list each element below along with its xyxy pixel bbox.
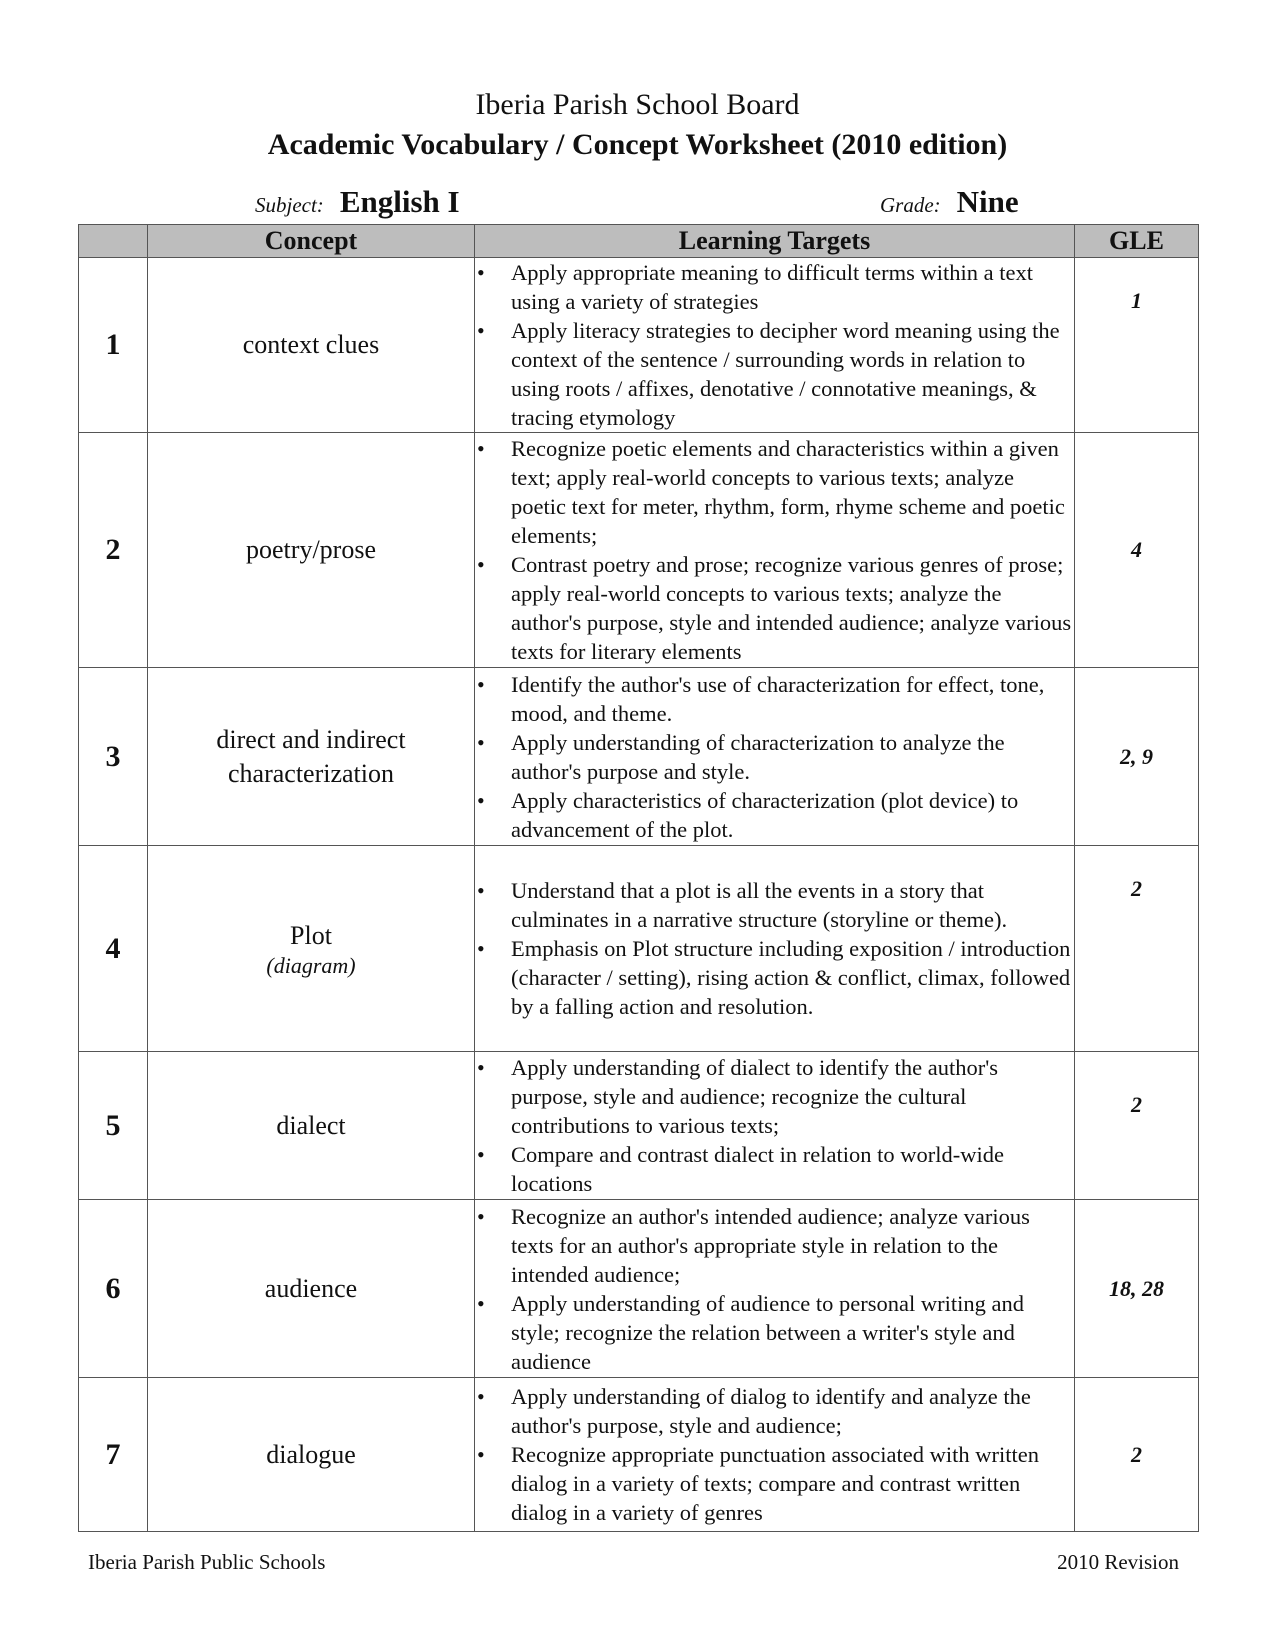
concept-cell [148, 846, 475, 1052]
learning-targets-cell [475, 1378, 1075, 1532]
learning-targets-list [475, 258, 1074, 432]
table-row [79, 1052, 1199, 1200]
learning-target-item: • Apply characteristics of characterization (plot device) to advancement of the plot. [475, 786, 1074, 844]
learning-targets-cell [475, 1052, 1075, 1200]
grade-field [880, 184, 1019, 220]
learning-targets-list [475, 1382, 1074, 1527]
concept-text: direct and indirect characterization [216, 724, 406, 788]
gle-cell: 2 [1075, 1378, 1199, 1532]
concept-text: poetry/prose [246, 535, 376, 564]
table-row [79, 1200, 1199, 1378]
learning-target-item: • Contrast poetry and prose; recognize various genres of prose; apply real-world concepts to various texts; analyze the author's purpose, style and intended audience; analyze various texts for literary elements [475, 550, 1074, 666]
gle-cell: 2 [1075, 846, 1199, 1052]
learning-targets-list [475, 1202, 1074, 1376]
header-concept: Concept [148, 225, 475, 258]
learning-target-item: • Emphasis on Plot structure including exposition / introduction (character / setting), rising action & conflict, climax, followed by a falling action and resolution. [475, 934, 1074, 1021]
header-gle: GLE [1075, 225, 1199, 258]
learning-target-item: • Recognize appropriate punctuation associated with written dialog in a variety of texts; compare and contrast written dialog in a variety of genres [475, 1440, 1074, 1527]
table-row [79, 846, 1199, 1052]
footer-left: Iberia Parish Public Schools [88, 1550, 326, 1574]
learning-target-item: • Apply understanding of characterization to analyze the author's purpose and style. [475, 728, 1074, 786]
grade-label: Grade: [880, 193, 941, 217]
gle-cell: 2 [1075, 1052, 1199, 1200]
row-number: 4 [79, 846, 148, 1052]
concept-table [78, 224, 1199, 1532]
concept-cell [148, 433, 475, 668]
subject-value: English I [339, 184, 460, 219]
learning-targets-cell [475, 1200, 1075, 1378]
learning-targets-list [475, 670, 1074, 844]
learning-targets-list [475, 1053, 1074, 1198]
concept-text: audience [264, 1273, 358, 1303]
concept-cell [148, 1378, 475, 1532]
concept-note: (diagram) [266, 952, 356, 978]
header-learning-targets: Learning Targets [475, 225, 1075, 258]
row-number: 1 [79, 258, 148, 433]
learning-targets-cell [475, 668, 1075, 846]
learning-target-item: • Recognize poetic elements and characteristics within a given text; apply real-world concepts to various texts; analyze poetic text for meter, rhythm, form, rhyme scheme and poetic elements; [475, 434, 1074, 550]
learning-target-item: • Apply understanding of dialect to identify the author's purpose, style and audience; recognize the cultural contributions to various texts; [475, 1053, 1074, 1140]
row-number: 7 [79, 1378, 148, 1532]
gle-cell: 18, 28 [1075, 1200, 1199, 1378]
grade-value: Nine [956, 184, 1019, 219]
concept-cell [148, 1052, 475, 1200]
concept-cell [148, 668, 475, 846]
row-number: 3 [79, 668, 148, 846]
learning-target-item: • Understand that a plot is all the events in a story that culminates in a narrative structure (storyline or theme). [475, 876, 1074, 934]
learning-target-item: • Identify the author's use of characterization for effect, tone, mood, and theme. [475, 670, 1074, 728]
learning-targets-cell [475, 846, 1075, 1052]
row-number: 2 [79, 433, 148, 668]
table-row [79, 258, 1199, 433]
gle-cell: 1 [1075, 258, 1199, 433]
learning-target-item: • Apply understanding of dialog to identify and analyze the author's purpose, style and audience; [475, 1382, 1074, 1440]
concept-cell [148, 1200, 475, 1378]
learning-targets-list [475, 434, 1074, 666]
gle-cell: 4 [1075, 433, 1199, 668]
concept-text: context clues [242, 330, 380, 359]
table-row [79, 1378, 1199, 1532]
subject-field [255, 184, 460, 220]
row-number: 5 [79, 1052, 148, 1200]
row-number: 6 [79, 1200, 148, 1378]
footer-right: 2010 Revision [1057, 1550, 1179, 1574]
concept-cell [148, 258, 475, 433]
table-row [79, 433, 1199, 668]
concept-text: dialect [276, 1110, 346, 1140]
learning-target-item: • Apply understanding of audience to personal writing and style; recognize the relation between a writer's style and audience [475, 1289, 1074, 1376]
table-row [79, 668, 1199, 846]
concept-text: Plot [290, 920, 332, 950]
learning-target-item: • Apply literacy strategies to decipher word meaning using the context of the sentence / surrounding words in relation to using roots / affixes, denotative / connotative meanings, & tracing etymology [475, 316, 1074, 432]
concept-text: dialogue [266, 1439, 356, 1469]
board-title: Iberia Parish School Board [475, 88, 800, 121]
learning-target-item: • Apply appropriate meaning to difficult terms within a text using a variety of strategies [475, 258, 1074, 316]
gle-cell: 2, 9 [1075, 668, 1199, 846]
worksheet-title: Academic Vocabulary / Concept Worksheet (2010 edition) [267, 128, 1008, 161]
learning-target-item: • Recognize an author's intended audience; analyze various texts for an author's appropriate style in relation to the intended audience; [475, 1202, 1074, 1289]
learning-targets-cell [475, 258, 1075, 433]
table-header-row [79, 225, 1199, 258]
header-number [79, 225, 148, 258]
learning-targets-list [475, 876, 1074, 1021]
learning-target-item: • Compare and contrast dialect in relation to world-wide locations [475, 1140, 1074, 1198]
subject-label: Subject: [255, 193, 324, 217]
learning-targets-cell [475, 433, 1075, 668]
table-body [79, 258, 1199, 1532]
